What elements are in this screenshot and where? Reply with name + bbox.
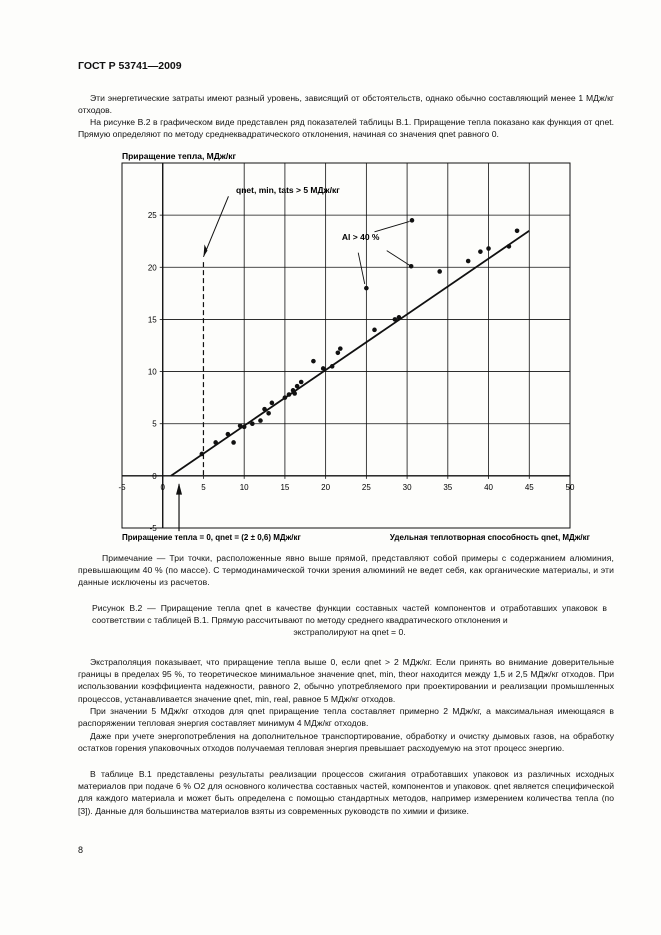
body-paragraph-1: Экстраполяция показывает, что приращение тепла выше 0, если qnet > 2 МДж/кг. Если принять во внимание доверительные границы в пределах 95 %, то теоретическое минимальное значение qnet, min, theor находится между 1,5 и 2,5 МДж/кг отходов. При использовании коэффициента надежности, равного 2, обычно употребляемого при проектировании и реализации промышленных процессов, устанавливается значение qnet, min, real, равное 5 МДж/кг отходов. bbox=[78, 657, 614, 704]
data-point bbox=[262, 407, 267, 412]
data-point bbox=[515, 228, 520, 233]
caption-line-2: экстраполируют на qnet = 0. bbox=[293, 627, 406, 638]
x-tick-label: 20 bbox=[321, 482, 331, 492]
x-tick-label: 50 bbox=[565, 482, 575, 492]
data-point bbox=[295, 384, 300, 389]
y-tick-labels bbox=[148, 211, 157, 533]
data-point bbox=[410, 218, 415, 223]
x-axis-label: Удельная теплотворная способность qnet, МДж/кг bbox=[389, 533, 590, 542]
plot-frame bbox=[122, 163, 570, 528]
axes bbox=[122, 163, 570, 528]
data-point bbox=[270, 401, 275, 406]
data-point bbox=[338, 346, 343, 351]
threshold-arrow-line bbox=[203, 196, 228, 256]
y-tick-label: -5 bbox=[149, 524, 157, 533]
data-point bbox=[321, 366, 326, 371]
data-point bbox=[299, 380, 304, 385]
data-point bbox=[437, 269, 442, 274]
intro-paragraph-1: Эти энергетические затраты имеют разный уровень, зависящий от обстоятельств, однако обычно составляющий менее 1 МДж/кг отходов. bbox=[78, 93, 614, 116]
data-point bbox=[486, 246, 491, 251]
heat-gain-chart bbox=[110, 143, 590, 548]
x-tick-labels bbox=[118, 483, 575, 492]
al-arrow-1 bbox=[375, 221, 410, 231]
figure-b2 bbox=[110, 143, 590, 548]
y-axis-label: Приращение тепла, МДж/кг bbox=[122, 151, 236, 161]
data-point bbox=[336, 351, 341, 356]
data-point bbox=[200, 452, 205, 457]
x-tick-label: 5 bbox=[201, 482, 206, 492]
page-number: 8 bbox=[78, 845, 84, 855]
data-point bbox=[507, 244, 512, 249]
data-point bbox=[397, 315, 402, 320]
x-tick-label: -5 bbox=[118, 482, 126, 492]
body-paragraph-2: При значении 5 МДж/кг отходов для qnet приращение тепла составляет примерно 2 МДж/кг, а максимальная имеющаяся в распоряжении тепловая энергия составляет минимум 4 МДж/кг отходов. bbox=[78, 706, 614, 729]
figure-caption bbox=[92, 602, 607, 639]
data-point bbox=[213, 440, 218, 445]
al-arrow-2 bbox=[387, 251, 410, 266]
data-point bbox=[311, 359, 316, 364]
y-tick-label: 25 bbox=[147, 211, 157, 221]
body-paragraph-4: В таблице В.1 представлены результаты реализации процессов сжигания отработавших упаковок из различных исходных материалов при подаче 6 % O2 для основного количества составных частей, компонентов и упаковок. qnet является специфической для каждого материала и может быть определена с помощью стандартных методов, например измерением количества тепла (по [3]). Данные для большинства материалов взяты из современных руководств по химии и физике. bbox=[78, 769, 614, 816]
figure-note: Примечание — Три точки, расположенные явно выше прямой, представляют собой примеры с содержанием алюминия, превышающим 40 % (по массе). С термодинамической точки зрения алюминий не ведет себя, как органические материалы, и эти данные исключены из расчетов. bbox=[78, 553, 614, 588]
y-tick-label: 20 bbox=[147, 263, 157, 273]
data-point bbox=[330, 364, 335, 369]
x-tick-label: 45 bbox=[524, 482, 534, 492]
document-header: ГОСТ Р 53741—2009 bbox=[78, 60, 182, 72]
threshold-annotation: qnet, min, tats > 5 МДж/кг bbox=[236, 185, 340, 196]
grid bbox=[160, 163, 570, 528]
x-tick-label: 40 bbox=[484, 482, 493, 492]
y-tick-label: 5 bbox=[152, 419, 157, 429]
data-points bbox=[200, 218, 520, 456]
y-tick-label: 0 bbox=[152, 471, 157, 481]
data-point bbox=[231, 440, 236, 445]
data-point bbox=[287, 392, 292, 397]
annotations bbox=[236, 185, 409, 284]
caption-line-1: Рисунок В.2 — Приращение тепла qnet в качестве функции составных частей компонентов и отработавших упаковок в соответствии с таблицей В.1. Прямую рассчитывают по методу среднего квадратического отклонения и bbox=[92, 603, 607, 626]
data-point bbox=[250, 421, 255, 426]
data-point bbox=[266, 411, 271, 416]
x-tick-label: 30 bbox=[402, 482, 412, 492]
data-point bbox=[242, 425, 247, 430]
y-tick-label: 15 bbox=[147, 315, 157, 325]
data-point bbox=[393, 317, 398, 322]
data-point bbox=[409, 264, 414, 269]
x-tick-label: 25 bbox=[361, 482, 371, 492]
body-paragraph-3: Даже при учете энергопотребления на дополнительное транспортирование, обработку и очистку дымовых газов, на обработку остатков горения упаковочных отходов получаемая тепловая энергия превышает расходуемую на этот процесс энергию. bbox=[78, 731, 614, 754]
x-tick-label: 0 bbox=[160, 482, 165, 492]
data-point bbox=[283, 395, 288, 400]
zero-heat-annotation: Приращение тепла = 0, qnet = (2 ± 0,6) МДж/кг bbox=[122, 533, 301, 542]
al-arrow-3 bbox=[358, 253, 365, 284]
intro-paragraph-2: На рисунке В.2 в графическом виде представлен ряд показателей таблицы В.1. Приращение тепла показано как функция от qnet. Прямую определяют по методу среднеквадратического отклонения, начиная со значения qnet равного 0. bbox=[78, 117, 614, 140]
aluminium-annotation: Al > 40 % bbox=[341, 232, 380, 243]
x-tick-label: 10 bbox=[239, 482, 249, 492]
threshold-arrowhead bbox=[203, 244, 207, 257]
data-point bbox=[238, 424, 243, 429]
guide-lines bbox=[176, 196, 228, 531]
y-tick-label: 10 bbox=[147, 367, 157, 377]
x-tick-label: 15 bbox=[280, 482, 290, 492]
data-point bbox=[364, 286, 369, 291]
data-point bbox=[292, 391, 297, 396]
data-point bbox=[226, 432, 231, 437]
zero-marker-arrowhead bbox=[176, 483, 182, 494]
data-point bbox=[372, 328, 377, 333]
data-point bbox=[466, 259, 471, 264]
x-tick-label: 35 bbox=[443, 482, 453, 492]
data-point bbox=[478, 249, 483, 254]
data-point bbox=[258, 418, 263, 423]
